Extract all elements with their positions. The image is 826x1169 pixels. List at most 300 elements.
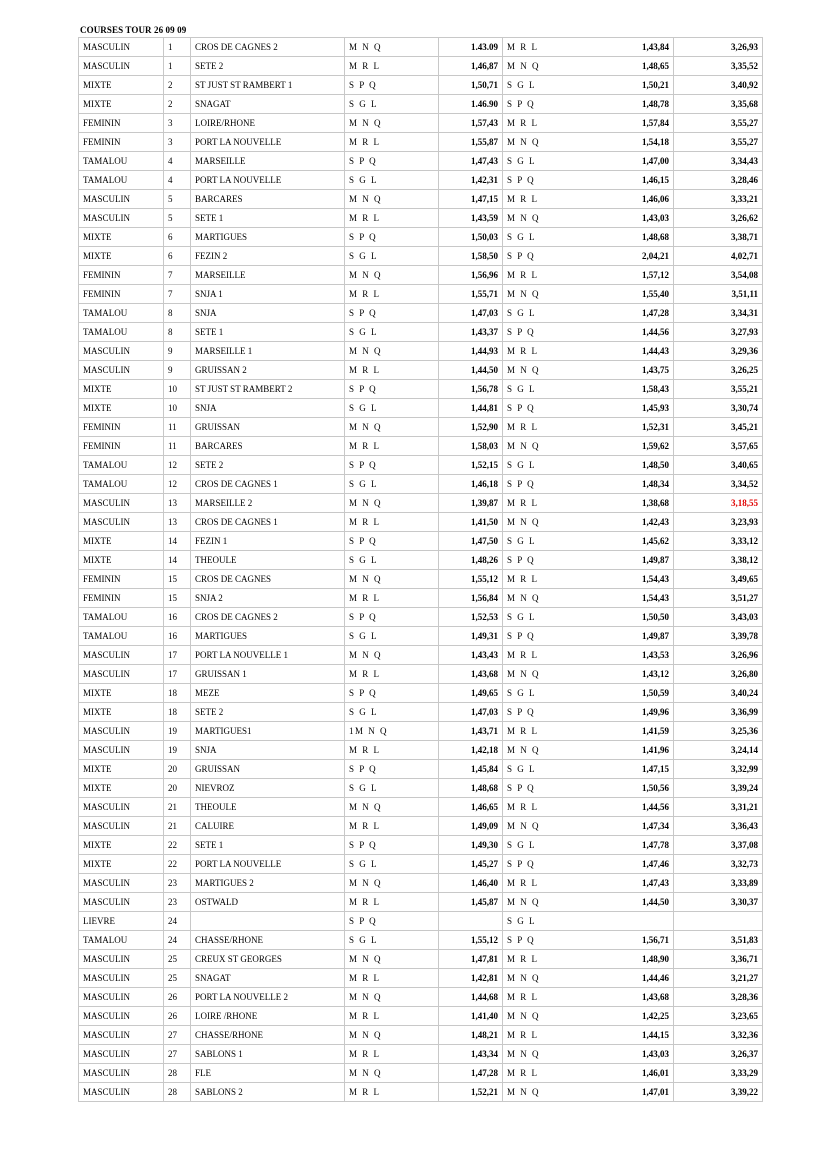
total-time-cell: 3,36,99: [674, 703, 763, 722]
time-2-cell: 1,57,84: [585, 114, 674, 133]
table-row: [79, 1026, 763, 1045]
category-cell: MIXTE: [79, 76, 164, 95]
time-2-cell: 1,45,93: [585, 399, 674, 418]
table-row: [79, 722, 763, 741]
race-number-cell: 5: [164, 209, 191, 228]
category-cell: MIXTE: [79, 703, 164, 722]
total-time-cell: 3,55,21: [674, 380, 763, 399]
category-cell: FEMININ: [79, 114, 164, 133]
race-number-cell: 12: [164, 456, 191, 475]
time-2-cell: 1,54,43: [585, 589, 674, 608]
total-time-cell: 3,21,27: [674, 969, 763, 988]
team-name-cell: ST JUST ST RAMBERT 2: [191, 380, 345, 399]
team-name-cell: SETE 1: [191, 323, 345, 342]
time-2-cell: 1,44,50: [585, 893, 674, 912]
lane-code-1-cell: S P Q: [345, 228, 439, 247]
team-name-cell: OSTWALD: [191, 893, 345, 912]
lane-code-2-cell: M R L: [503, 570, 586, 589]
lane-code-2-cell: M N Q: [503, 57, 586, 76]
category-cell: MIXTE: [79, 684, 164, 703]
team-name-cell: MARTIGUES1: [191, 722, 345, 741]
lane-code-2-cell: M R L: [503, 494, 586, 513]
team-name-cell: SETE 2: [191, 703, 345, 722]
race-number-cell: 5: [164, 190, 191, 209]
race-number-cell: 14: [164, 532, 191, 551]
lane-code-1-cell: M N Q: [345, 798, 439, 817]
category-cell: MASCULIN: [79, 665, 164, 684]
lane-code-1-cell: S P Q: [345, 304, 439, 323]
team-name-cell: GRUISSAN: [191, 418, 345, 437]
team-name-cell: SETE 2: [191, 57, 345, 76]
time-2-cell: 1,49,96: [585, 703, 674, 722]
lane-code-1-cell: M N Q: [345, 1064, 439, 1083]
time-1-cell: 1,56,84: [439, 589, 503, 608]
team-name-cell: SNJA 1: [191, 285, 345, 304]
race-number-cell: 23: [164, 874, 191, 893]
time-1-cell: 1,46,18: [439, 475, 503, 494]
lane-code-2-cell: M R L: [503, 418, 586, 437]
time-1-cell: 1,56,96: [439, 266, 503, 285]
category-cell: MASCULIN: [79, 969, 164, 988]
race-number-cell: 2: [164, 76, 191, 95]
total-time-cell: 3,51,11: [674, 285, 763, 304]
time-1-cell: 1,44,50: [439, 361, 503, 380]
race-number-cell: 21: [164, 798, 191, 817]
table-row: [79, 456, 763, 475]
lane-code-1-cell: M R L: [345, 817, 439, 836]
table-row: [79, 266, 763, 285]
team-name-cell: SABLONS 2: [191, 1083, 345, 1102]
lane-code-2-cell: M N Q: [503, 589, 586, 608]
lane-code-1-cell: S P Q: [345, 532, 439, 551]
lane-code-1-cell: M N Q: [345, 114, 439, 133]
time-1-cell: 1,49,09: [439, 817, 503, 836]
team-name-cell: CHASSE/RHONE: [191, 931, 345, 950]
time-2-cell: 2,04,21: [585, 247, 674, 266]
time-1-cell: 1,41,50: [439, 513, 503, 532]
team-name-cell: PORT LA NOUVELLE: [191, 855, 345, 874]
team-name-cell: BARCARES: [191, 437, 345, 456]
time-1-cell: 1,52,21: [439, 1083, 503, 1102]
category-cell: MASCULIN: [79, 646, 164, 665]
total-time-cell: 3,26,25: [674, 361, 763, 380]
race-number-cell: 8: [164, 304, 191, 323]
total-time-cell: 3,27,93: [674, 323, 763, 342]
time-1-cell: 1,43,59: [439, 209, 503, 228]
lane-code-1-cell: M R L: [345, 361, 439, 380]
category-cell: MIXTE: [79, 95, 164, 114]
team-name-cell: SNJA: [191, 304, 345, 323]
race-number-cell: 13: [164, 494, 191, 513]
time-2-cell: 1,48,34: [585, 475, 674, 494]
team-name-cell: PORT LA NOUVELLE: [191, 133, 345, 152]
table-row: [79, 1064, 763, 1083]
race-number-cell: 18: [164, 684, 191, 703]
lane-code-2-cell: M R L: [503, 266, 586, 285]
lane-code-1-cell: S G L: [345, 247, 439, 266]
team-name-cell: SNAGAT: [191, 95, 345, 114]
race-number-cell: 3: [164, 133, 191, 152]
lane-code-1-cell: M R L: [345, 589, 439, 608]
time-2-cell: 1,54,18: [585, 133, 674, 152]
time-2-cell: 1,44,56: [585, 798, 674, 817]
time-2-cell: 1,48,90: [585, 950, 674, 969]
lane-code-2-cell: S P Q: [503, 931, 586, 950]
race-number-cell: 16: [164, 608, 191, 627]
time-1-cell: 1.43.09: [439, 38, 503, 57]
table-row: [79, 114, 763, 133]
total-time-cell: 3,39,22: [674, 1083, 763, 1102]
time-2-cell: 1,55,40: [585, 285, 674, 304]
category-cell: MIXTE: [79, 228, 164, 247]
table-row: [79, 836, 763, 855]
time-1-cell: 1,55,12: [439, 570, 503, 589]
time-2-cell: 1,48,68: [585, 228, 674, 247]
time-2-cell: 1,44,56: [585, 323, 674, 342]
category-cell: MASCULIN: [79, 1083, 164, 1102]
page-title: COURSES TOUR 26 09 09: [80, 25, 187, 35]
lane-code-1-cell: S G L: [345, 627, 439, 646]
team-name-cell: MARTIGUES: [191, 627, 345, 646]
time-2-cell: 1,48,78: [585, 95, 674, 114]
team-name-cell: CHASSE/RHONE: [191, 1026, 345, 1045]
category-cell: MASCULIN: [79, 209, 164, 228]
race-number-cell: 17: [164, 646, 191, 665]
team-name-cell: [191, 912, 345, 931]
table-row: [79, 285, 763, 304]
team-name-cell: MARSEILLE 2: [191, 494, 345, 513]
time-2-cell: 1,50,59: [585, 684, 674, 703]
category-cell: MIXTE: [79, 760, 164, 779]
table-row: [79, 627, 763, 646]
time-2-cell: 1,50,50: [585, 608, 674, 627]
table-row: [79, 399, 763, 418]
time-1-cell: 1,52,53: [439, 608, 503, 627]
lane-code-2-cell: M R L: [503, 950, 586, 969]
time-1-cell: 1,44,81: [439, 399, 503, 418]
total-time-cell: 3,30,37: [674, 893, 763, 912]
time-1-cell: 1,52,15: [439, 456, 503, 475]
table-row: [79, 969, 763, 988]
race-number-cell: 8: [164, 323, 191, 342]
total-time-cell: 3,51,27: [674, 589, 763, 608]
team-name-cell: BARCARES: [191, 190, 345, 209]
team-name-cell: ST JUST ST RAMBERT 1: [191, 76, 345, 95]
total-time-cell: 3,23,65: [674, 1007, 763, 1026]
lane-code-1-cell: M R L: [345, 513, 439, 532]
category-cell: TAMALOU: [79, 171, 164, 190]
category-cell: FEMININ: [79, 589, 164, 608]
lane-code-2-cell: S G L: [503, 456, 586, 475]
time-1-cell: 1,47,03: [439, 703, 503, 722]
lane-code-2-cell: S P Q: [503, 399, 586, 418]
team-name-cell: MARSEILLE: [191, 152, 345, 171]
lane-code-2-cell: M N Q: [503, 969, 586, 988]
lane-code-1-cell: M N Q: [345, 646, 439, 665]
race-number-cell: 15: [164, 570, 191, 589]
table-row: [79, 684, 763, 703]
lane-code-1-cell: S P Q: [345, 912, 439, 931]
race-number-cell: 6: [164, 247, 191, 266]
race-number-cell: 1: [164, 57, 191, 76]
category-cell: MASCULIN: [79, 741, 164, 760]
time-2-cell: 1,46,01: [585, 1064, 674, 1083]
time-2-cell: 1,54,43: [585, 570, 674, 589]
table-row: [79, 855, 763, 874]
lane-code-1-cell: S P Q: [345, 380, 439, 399]
lane-code-2-cell: M N Q: [503, 665, 586, 684]
total-time-cell: 3,34,52: [674, 475, 763, 494]
table-row: [79, 342, 763, 361]
time-1-cell: 1,50,71: [439, 76, 503, 95]
category-cell: MASCULIN: [79, 722, 164, 741]
team-name-cell: THEOULE: [191, 551, 345, 570]
time-2-cell: 1,59,62: [585, 437, 674, 456]
time-1-cell: 1,44,93: [439, 342, 503, 361]
lane-code-2-cell: M N Q: [503, 1007, 586, 1026]
time-1-cell: 1,41,40: [439, 1007, 503, 1026]
time-1-cell: 1,46,40: [439, 874, 503, 893]
category-cell: MASCULIN: [79, 1007, 164, 1026]
lane-code-2-cell: M R L: [503, 798, 586, 817]
category-cell: MASCULIN: [79, 361, 164, 380]
team-name-cell: CROS DE CAGNES 1: [191, 475, 345, 494]
total-time-cell: 3,28,36: [674, 988, 763, 1007]
total-time-cell: 3,25,36: [674, 722, 763, 741]
lane-code-2-cell: M R L: [503, 38, 586, 57]
category-cell: MASCULIN: [79, 817, 164, 836]
race-number-cell: 23: [164, 893, 191, 912]
race-number-cell: 14: [164, 551, 191, 570]
time-1-cell: 1,58,03: [439, 437, 503, 456]
race-number-cell: 6: [164, 228, 191, 247]
time-1-cell: 1,57,43: [439, 114, 503, 133]
table-row: [79, 361, 763, 380]
table-row: [79, 741, 763, 760]
category-cell: MASCULIN: [79, 988, 164, 1007]
lane-code-2-cell: M N Q: [503, 133, 586, 152]
lane-code-1-cell: M N Q: [345, 1026, 439, 1045]
lane-code-2-cell: M N Q: [503, 513, 586, 532]
lane-code-1-cell: S P Q: [345, 836, 439, 855]
table-row: [79, 1045, 763, 1064]
race-number-cell: 7: [164, 285, 191, 304]
lane-code-1-cell: S G L: [345, 551, 439, 570]
lane-code-1-cell: S P Q: [345, 608, 439, 627]
time-1-cell: [439, 912, 503, 931]
time-1-cell: 1,46,65: [439, 798, 503, 817]
lane-code-2-cell: M R L: [503, 988, 586, 1007]
lane-code-2-cell: S P Q: [503, 247, 586, 266]
time-1-cell: 1,43,37: [439, 323, 503, 342]
time-1-cell: 1,58,50: [439, 247, 503, 266]
time-2-cell: 1,49,87: [585, 551, 674, 570]
time-1-cell: 1,45,87: [439, 893, 503, 912]
total-time-cell: 3,36,43: [674, 817, 763, 836]
time-2-cell: 1,47,01: [585, 1083, 674, 1102]
team-name-cell: CROS DE CAGNES 2: [191, 608, 345, 627]
category-cell: MASCULIN: [79, 190, 164, 209]
time-2-cell: 1,42,43: [585, 513, 674, 532]
team-name-cell: SETE 1: [191, 209, 345, 228]
table-row: [79, 950, 763, 969]
total-time-cell: 3,38,71: [674, 228, 763, 247]
time-2-cell: 1,48,65: [585, 57, 674, 76]
table-row: [79, 190, 763, 209]
team-name-cell: CROS DE CAGNES 2: [191, 38, 345, 57]
lane-code-1-cell: M N Q: [345, 342, 439, 361]
time-2-cell: 1,43,03: [585, 209, 674, 228]
category-cell: FEMININ: [79, 418, 164, 437]
team-name-cell: LOIRE/RHONE: [191, 114, 345, 133]
time-2-cell: 1,43,03: [585, 1045, 674, 1064]
team-name-cell: GRUISSAN 1: [191, 665, 345, 684]
time-1-cell: 1,47,81: [439, 950, 503, 969]
race-number-cell: 15: [164, 589, 191, 608]
lane-code-2-cell: S P Q: [503, 703, 586, 722]
team-name-cell: PORT LA NOUVELLE 1: [191, 646, 345, 665]
table-row: [79, 779, 763, 798]
total-time-cell: 3,26,62: [674, 209, 763, 228]
race-number-cell: 22: [164, 855, 191, 874]
table-row: [79, 76, 763, 95]
race-number-cell: 4: [164, 171, 191, 190]
lane-code-1-cell: M N Q: [345, 874, 439, 893]
category-cell: MIXTE: [79, 399, 164, 418]
category-cell: MIXTE: [79, 779, 164, 798]
race-number-cell: 9: [164, 361, 191, 380]
category-cell: TAMALOU: [79, 152, 164, 171]
total-time-cell: 3,40,24: [674, 684, 763, 703]
time-1-cell: 1,42,18: [439, 741, 503, 760]
lane-code-1-cell: M R L: [345, 969, 439, 988]
lane-code-1-cell: S P Q: [345, 456, 439, 475]
time-1-cell: 1,45,27: [439, 855, 503, 874]
category-cell: MASCULIN: [79, 1045, 164, 1064]
time-2-cell: 1,47,28: [585, 304, 674, 323]
total-time-cell: 3,40,65: [674, 456, 763, 475]
time-1-cell: 1,43,34: [439, 1045, 503, 1064]
total-time-cell: 3,26,96: [674, 646, 763, 665]
team-name-cell: CALUIRE: [191, 817, 345, 836]
category-cell: MASCULIN: [79, 57, 164, 76]
table-row: [79, 494, 763, 513]
time-1-cell: 1,45,84: [439, 760, 503, 779]
total-time-cell: 3,35,52: [674, 57, 763, 76]
total-time-cell: 3,36,71: [674, 950, 763, 969]
team-name-cell: CROS DE CAGNES 1: [191, 513, 345, 532]
lane-code-1-cell: M R L: [345, 437, 439, 456]
time-2-cell: 1,47,43: [585, 874, 674, 893]
race-number-cell: 26: [164, 1007, 191, 1026]
lane-code-1-cell: S P Q: [345, 684, 439, 703]
lane-code-1-cell: M R L: [345, 665, 439, 684]
lane-code-2-cell: S G L: [503, 912, 586, 931]
total-time-cell: 3,55,27: [674, 114, 763, 133]
time-2-cell: 1,52,31: [585, 418, 674, 437]
time-1-cell: 1,49,30: [439, 836, 503, 855]
table-row: [79, 589, 763, 608]
race-number-cell: 4: [164, 152, 191, 171]
total-time-cell: 3,35,68: [674, 95, 763, 114]
time-2-cell: [585, 912, 674, 931]
category-cell: MASCULIN: [79, 342, 164, 361]
total-time-cell: 3,39,78: [674, 627, 763, 646]
total-time-cell: 3,30,74: [674, 399, 763, 418]
race-number-cell: 1: [164, 38, 191, 57]
category-cell: MIXTE: [79, 380, 164, 399]
category-cell: MIXTE: [79, 532, 164, 551]
lane-code-1-cell: S G L: [345, 475, 439, 494]
lane-code-2-cell: M N Q: [503, 741, 586, 760]
lane-code-1-cell: M R L: [345, 893, 439, 912]
total-time-cell: 3,26,80: [674, 665, 763, 684]
team-name-cell: SNAGAT: [191, 969, 345, 988]
total-time-cell: 3,34,31: [674, 304, 763, 323]
table-row: [79, 1083, 763, 1102]
team-name-cell: PORT LA NOUVELLE: [191, 171, 345, 190]
category-cell: MASCULIN: [79, 798, 164, 817]
time-1-cell: 1,42,81: [439, 969, 503, 988]
time-2-cell: 1,41,96: [585, 741, 674, 760]
lane-code-2-cell: M N Q: [503, 893, 586, 912]
lane-code-1-cell: S G L: [345, 855, 439, 874]
category-cell: MASCULIN: [79, 513, 164, 532]
category-cell: TAMALOU: [79, 627, 164, 646]
category-cell: LIEVRE: [79, 912, 164, 931]
lane-code-1-cell: M N Q: [345, 266, 439, 285]
total-time-cell: 3,33,12: [674, 532, 763, 551]
time-2-cell: 1,44,15: [585, 1026, 674, 1045]
race-number-cell: 27: [164, 1026, 191, 1045]
total-time-cell: 3,45,21: [674, 418, 763, 437]
lane-code-2-cell: M R L: [503, 1026, 586, 1045]
lane-code-2-cell: S G L: [503, 228, 586, 247]
time-1-cell: 1,47,15: [439, 190, 503, 209]
table-row: [79, 209, 763, 228]
time-1-cell: 1,39,87: [439, 494, 503, 513]
race-number-cell: 17: [164, 665, 191, 684]
time-2-cell: 1,41,59: [585, 722, 674, 741]
lane-code-2-cell: M R L: [503, 342, 586, 361]
time-1-cell: 1,47,03: [439, 304, 503, 323]
time-2-cell: 1,43,75: [585, 361, 674, 380]
category-cell: TAMALOU: [79, 475, 164, 494]
lane-code-2-cell: M R L: [503, 190, 586, 209]
time-2-cell: 1,47,34: [585, 817, 674, 836]
time-2-cell: 1,58,43: [585, 380, 674, 399]
table-row: [79, 646, 763, 665]
lane-code-2-cell: M N Q: [503, 437, 586, 456]
total-time-cell: 3,32,36: [674, 1026, 763, 1045]
lane-code-1-cell: S P Q: [345, 152, 439, 171]
total-time-cell: 3,28,46: [674, 171, 763, 190]
category-cell: MIXTE: [79, 836, 164, 855]
lane-code-1-cell: M R L: [345, 1083, 439, 1102]
race-number-cell: 28: [164, 1064, 191, 1083]
race-number-cell: 20: [164, 779, 191, 798]
race-number-cell: 20: [164, 760, 191, 779]
lane-code-2-cell: S G L: [503, 684, 586, 703]
table-row: [79, 152, 763, 171]
lane-code-2-cell: S P Q: [503, 171, 586, 190]
time-2-cell: 1,43,12: [585, 665, 674, 684]
lane-code-1-cell: M N Q: [345, 950, 439, 969]
lane-code-1-cell: M N Q: [345, 494, 439, 513]
table-row: [79, 57, 763, 76]
table-row: [79, 874, 763, 893]
race-number-cell: 9: [164, 342, 191, 361]
